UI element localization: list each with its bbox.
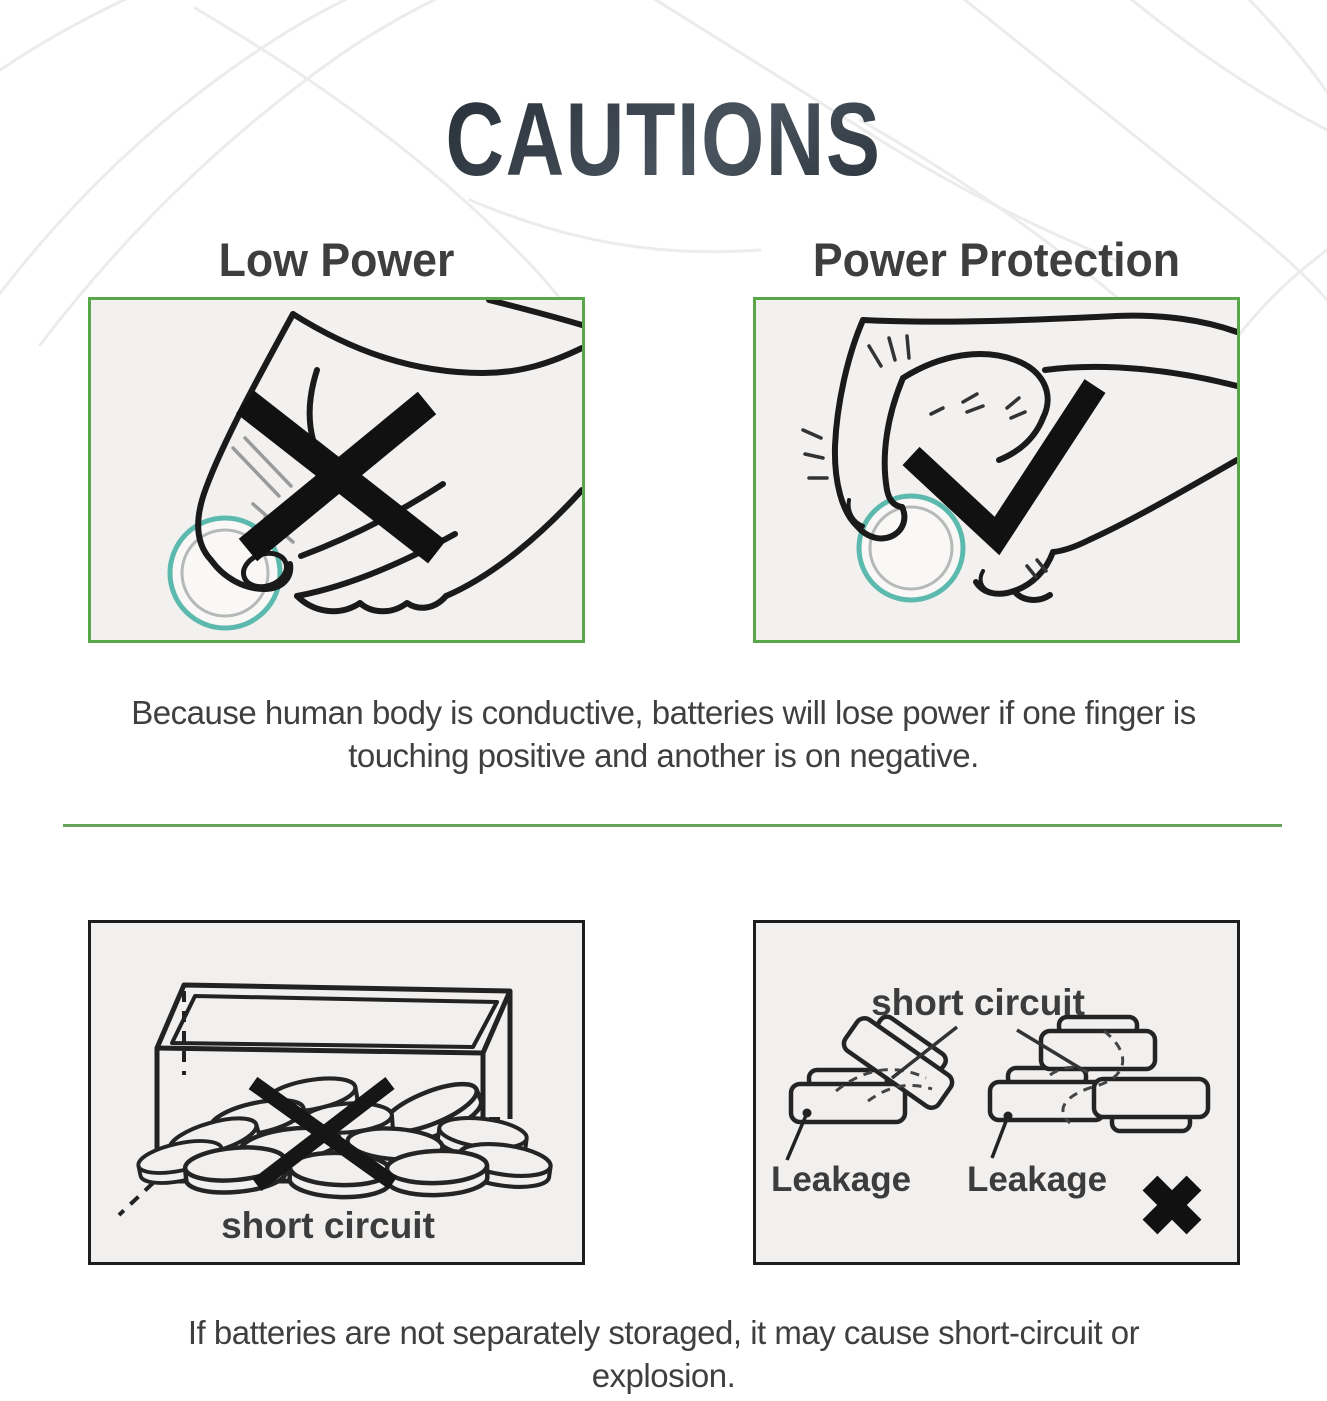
power-protection-heading: Power Protection [812, 233, 1181, 286]
leakage-panel [753, 920, 1240, 1265]
storage-caption [0, 1311, 1327, 1397]
conductive-caption [0, 691, 1327, 777]
storage-caption-line2: explosion. [591, 1357, 736, 1394]
hand-pinching-battery-illustration [91, 300, 582, 640]
leakage-label-left: Leakage [770, 1160, 912, 1199]
storage-caption-line1: If batteries are not separately storaged, it may cause short-circuit or [187, 1314, 1140, 1351]
storage-box-panel [88, 920, 585, 1265]
stacked-batteries-leakage-illustration [756, 923, 1237, 1262]
section-divider [63, 824, 1282, 827]
left-battery-cluster [787, 1003, 964, 1160]
power-protection-panel [753, 297, 1240, 643]
battery-pile-in-box-illustration [91, 923, 582, 1262]
conductive-caption-line2: touching positive and another is on negative. [348, 737, 979, 774]
conductive-caption-line1: Because human body is conductive, batteries will lose power if one finger is [131, 694, 1196, 731]
low-power-heading: Low Power [218, 233, 455, 286]
coin-battery-pile [136, 1073, 553, 1199]
short-circuit-label: short circuit [871, 982, 1085, 1023]
page-title: CAUTIONS [146, 84, 1181, 196]
coin-battery-icon [859, 496, 963, 600]
hand-holding-battery-edge-illustration [756, 300, 1237, 640]
right-battery-cluster [990, 1017, 1208, 1158]
short-circuit-label: short circuit [221, 1205, 435, 1246]
low-power-panel [88, 297, 585, 643]
prohibition-x-icon [1150, 1183, 1194, 1227]
prohibition-x-icon [245, 402, 437, 552]
leakage-label-right: Leakage [966, 1160, 1108, 1199]
